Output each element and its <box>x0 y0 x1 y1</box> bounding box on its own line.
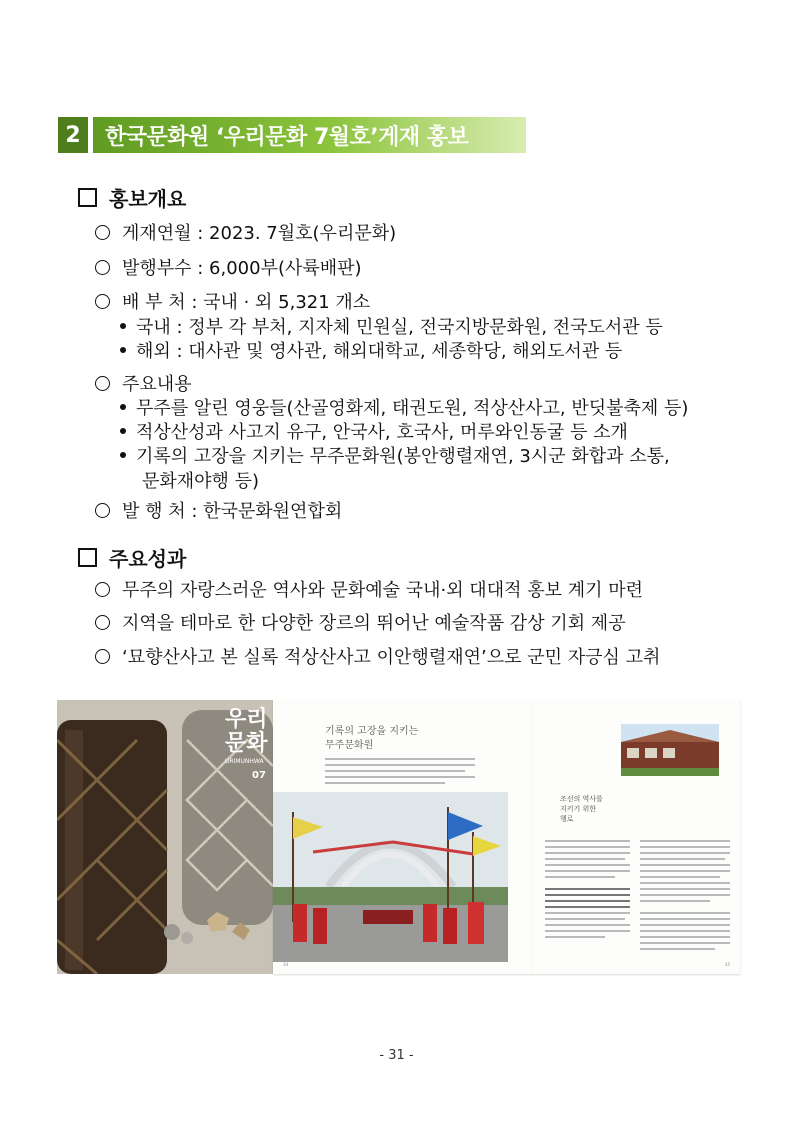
cover-issue: 07 <box>252 770 266 781</box>
circle-bullet-icon <box>95 376 110 391</box>
right-heading-line2: 지키기 위한 <box>560 805 597 813</box>
spread-right-page <box>535 700 740 974</box>
circle-bullet-icon <box>95 615 110 630</box>
list-item: 무주의 자랑스러운 역사와 문화예술 국내·외 대대적 홍보 계기 마련 <box>95 576 643 602</box>
page-number-left: 34 <box>283 962 289 967</box>
sub-list-item: 국내 : 정부 각 부처, 지자체 민원실, 전국지방문화원, 전국도서관 등 <box>120 313 663 339</box>
sub-list-item: 무주를 알린 영웅들(산골영화제, 태권도원, 적상산사고, 반딧불축제 등) <box>120 394 688 420</box>
list-item: 게재연월 : 2023. 7월호(우리문화) <box>95 219 396 245</box>
list-item: 발행부수 : 6,000부(사륙배판) <box>95 254 362 280</box>
list-item: 지역을 테마로 한 다양한 장르의 뛰어난 예술작품 감상 기회 제공 <box>95 609 626 635</box>
sub-list-item: 해외 : 대사관 및 영사관, 해외대학교, 세종학당, 해외도서관 등 <box>120 337 622 363</box>
article-subtitle: 무주문화원 <box>325 740 374 751</box>
list-item: 배 부 처 : 국내 · 외 5,321 개소 <box>95 288 370 314</box>
list-item: ‘묘향산사고 본 실록 적상산사고 이안행렬재연’으로 군민 자긍심 고취 <box>95 643 660 669</box>
page-footer: - 31 - <box>379 1048 414 1063</box>
section-heading-results: 주요성과 <box>78 543 186 572</box>
square-bullet-icon <box>78 548 97 567</box>
list-item: 주요내용 <box>95 370 192 396</box>
building-photo <box>621 724 719 776</box>
sub-list-item: 기록의 고장을 지키는 무주문화원(봉안행렬재연, 3시군 화합과 소통, <box>120 442 670 468</box>
magazine-spread-image <box>273 700 740 974</box>
dot-bullet-icon <box>120 323 126 329</box>
dot-bullet-icon <box>120 404 126 410</box>
circle-bullet-icon <box>95 582 110 597</box>
right-heading-line1: 조선의 역사를 <box>560 795 603 803</box>
page-number-right: 35 <box>724 962 730 967</box>
section-number: 2 <box>58 117 88 153</box>
dot-bullet-icon <box>120 428 126 434</box>
circle-bullet-icon <box>95 225 110 240</box>
sub-list-item: 적상산성과 사고지 유구, 안국사, 호국사, 머루와인동굴 등 소개 <box>120 418 628 444</box>
dot-bullet-icon <box>120 452 126 458</box>
sub-list-continuation: 문화재야행 등) <box>142 471 260 492</box>
circle-bullet-icon <box>95 260 110 275</box>
square-bullet-icon <box>78 188 97 207</box>
section-title-bar <box>58 117 526 153</box>
circle-bullet-icon <box>95 294 110 309</box>
spread-left-page <box>273 700 531 974</box>
right-heading-line3: 행로 <box>560 815 574 823</box>
section-heading-overview: 홍보개요 <box>78 183 186 212</box>
list-item: 발 행 처 : 한국문화원연합회 <box>95 497 342 523</box>
parade-photo <box>273 792 508 962</box>
cover-title: 우리 문화 <box>225 707 268 756</box>
article-title: 기록의 고장을 지키는 <box>325 726 419 737</box>
magazine-cover-image <box>57 700 273 974</box>
cover-subtitle: URIMUNHWA <box>225 758 264 765</box>
circle-bullet-icon <box>95 503 110 518</box>
circle-bullet-icon <box>95 649 110 664</box>
dot-bullet-icon <box>120 347 126 353</box>
section-title: 한국문화원 ‘우리문화 7월호’게재 홍보 <box>93 117 526 153</box>
